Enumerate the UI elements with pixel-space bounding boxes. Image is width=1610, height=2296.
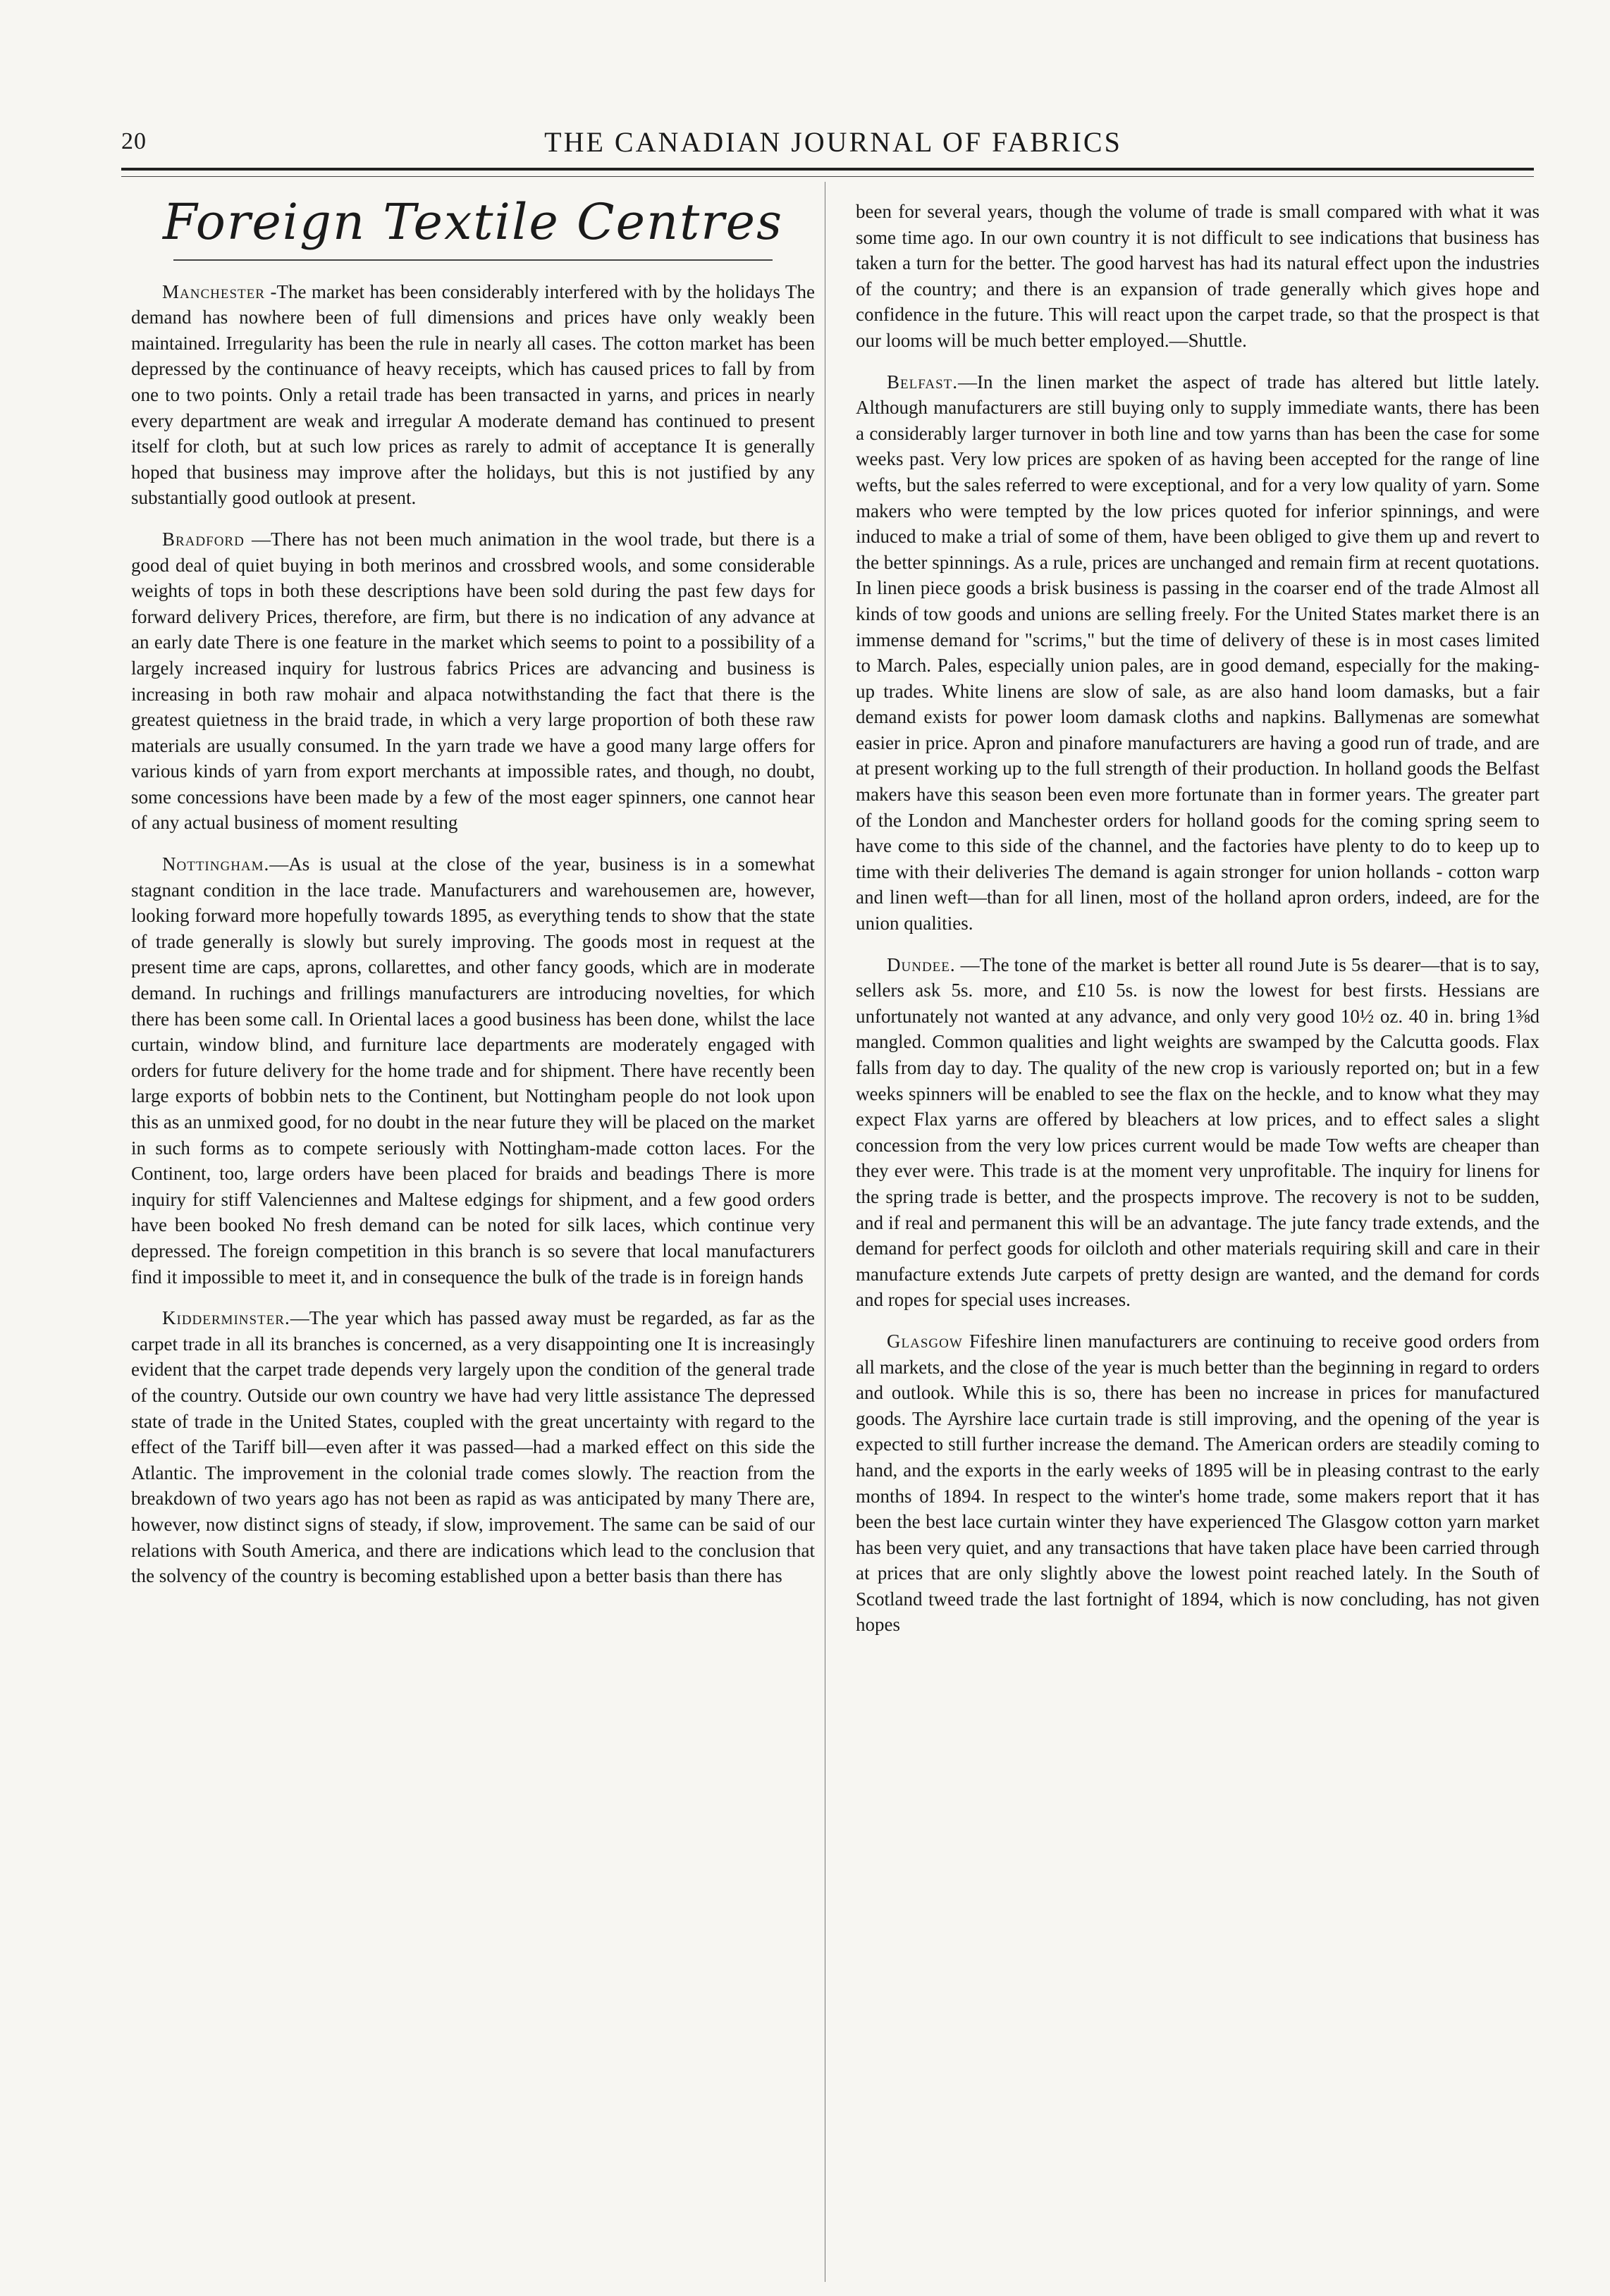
- page-number: 20: [121, 128, 147, 154]
- article-paragraph: [856, 199, 1540, 354]
- paragraph-text: —The year which has passed away must be regarded, as far as the carpet trade in all its branches is concerned, as a very disappointing one It is increasingly evident that the carpet trade depends very largely upon the condition of the general trade of the country. Outside our own country we have had very little assistance The depressed state of trade in the United States, coupled with the great uncertainty with regard to the effect of the Tariff bill—even after it was passed—had a marked effect on this side the Atlantic. The improvement in the colonial trade comes slowly. The reaction from the breakdown of two years ago has not been as rapid as was anticipated by many There are, however, now distinct signs of steady, if slow, improvement. The same can be said of our relations with South America, and there are indications which lead to the conclusion that the solvency of the country is becoming established upon a better basis than there has: [131, 1307, 815, 1587]
- paragraph-text: been for several years, though the volume of trade is small compared with what it was some time ago. In our own country it is not difficult to see indications that business has taken a turn for the better. The good harvest has had its natural effect upon the industries of the country; and there is an expansion of trade generally which gives hope and confidence in the future. This will react upon the carpet trade, so that the prospect is that our looms will be much better employed.—Shuttle.: [856, 201, 1540, 351]
- section-title: Foreign Textile Centres: [162, 193, 784, 251]
- header-rule: [121, 168, 1534, 171]
- article-paragraph: [131, 851, 815, 1290]
- article-paragraph: [131, 526, 815, 836]
- city-name: Glasgow: [887, 1330, 963, 1352]
- city-name: Manchester: [162, 280, 265, 302]
- journal-title: THE CANADIAN JOURNAL OF FABRICS: [544, 126, 1122, 158]
- article-paragraph: [856, 1328, 1540, 1638]
- city-name: Dundee.: [887, 953, 956, 975]
- paragraph-text: —As is usual at the close of the year, business is in a somewhat stagnant condition in the lace trade. Manufacturers and warehousemen are, however, looking forward more hopefully towards 1895, as everything tends to show that the state of trade generally is slowly but surely improving. The goods most in request at the present time are caps, aprons, collarettes, and other fancy goods, which are in moderate demand. In ruchings and frillings manufacturers are introducing novelties, for which there has been some call. In Oriental laces a good business has been done, whilst the lace curtain, window blind, and furniture lace departments are moderately engaged with orders for future delivery for the home trade and for shipment. There have recently been large exports of bobbin nets to the Continent, but Nottingham people do not look upon this as an unmixed good, for no doubt in the near future they will be placed on the market in such forms as to compete seriously with Nottingham-made cotton laces. For the Continent, too, large orders have been placed for braids and beadings There is more inquiry for stiff Valenciennes and Maltese edgings for shipment, and a few good orders have been booked No fresh demand can be noted for silk laces, which continue very depressed. The foreign competition in this branch is so severe that local manufacturers find it impossible to meet it, and in consequence the bulk of the trade is in foreign hands: [131, 853, 815, 1288]
- header-rule-thin: [121, 176, 1534, 177]
- paragraph-text: —In the linen market the aspect of trade has altered but little lately. Although manufacturers are still buying only to supply immediate wants, there has been a considerably larger turnover in both line and tow yarns than has been the case for some weeks past. Very low prices are spoken of as having been accepted for the range of line wefts, but the sales referred to were exceptional, and for a very low quality of yarn. Some makers who were tempted by the low prices quoted for inferior spinnings, and were induced to make a trial of some of them, have been obliged to give them up and revert to the better spinnings. As a rule, prices are unchanged and remain firm at recent quotations. In linen piece goods a brisk business is passing in the coarser end of the trade Almost all kinds of tow goods and unions are selling freely. For the United States market there is an immense demand for "scrims," but the time of delivery of these is in most cases limited to March. Pales, especially union pales, are in good demand, especially for the making-up trades. White linens are slow of sale, as are also hand loom damasks, but a fair demand exists for power loom damask cloths and napkins. Ballymenas are somewhat easier in price. Apron and pinafore manufacturers are having a good run of trade, and are at present working up to the full strength of their production. In holland goods the Belfast makers have this season been even more fortunate than in former years. The greater part of the London and Manchester orders for holland goods for the coming spring seem to have come to this side of the channel, and the factories have plenty to do to keep up to time with their deliveries The demand is again stronger for union hollands - cotton warp and linen weft—than for all linen, most of the holland apron orders, indeed, are for the union qualities.: [856, 371, 1540, 934]
- right-column: [856, 199, 1540, 1653]
- city-name: Bradford: [162, 528, 245, 550]
- city-name: Nottingham.: [162, 853, 270, 875]
- city-name: Kidderminster.: [162, 1307, 290, 1329]
- article-paragraph: [131, 1305, 815, 1589]
- paragraph-text: —There has not been much animation in the wool trade, but there is a good deal of quiet buying in both merinos and crossbred wools, and some considerable weights of tops in both these descriptions have been sold during the past few days for forward delivery Prices, therefore, are firm, but there is no indication of any advance at an early date There is one feature in the market which seems to point to a possibility of a largely increased inquiry for lustrous fabrics Prices are advancing and business is increasing in both raw mohair and alpaca notwithstanding the fact that there is the greatest quietness in the braid trade, in which a very large proportion of both these raw materials are usually consumed. In the yarn trade we have a good many large offers for various kinds of yarn from export merchants at impossible rates, and though, no doubt, some concessions have been made by a few of the most eager spinners, one cannot hear of any actual business of moment resulting: [131, 528, 815, 834]
- paragraph-text: —The tone of the market is better all round Jute is 5s dearer—that is to say, sellers ask 5s. more, and £10 5s. is now the lowest for best firsts. Hessians are unfortunately not wanted at any advance, and only very good 10½ oz. 40 in. bring 1⅜d mangled. Common qualities and light weights are swamped by the Calcutta goods. Flax falls from day to day. The quality of the new crop is variously reported on; but in a few weeks spinners will be enabled to see the flax on the heckle, and to know what they may expect Flax yarns are offered by bleachers at low prices, and to effect sales a slight concession from the very low prices current would be made Tow wefts are cheaper than they ever were. This trade is at the moment very unprofitable. The inquiry for linens for the spring trade is better, and the prospects improve. The recovery is not to be sudden, and if real and permanent this will be an advantage. The jute fancy trade extends, and the demand for perfect goods for oilcloth and other materials requiring skill and care in their manufacture extends Jute carpets of pretty design are wanted, and the demand for cords and ropes for special uses increases.: [856, 953, 1540, 1311]
- paragraph-text: -The market has been considerably interfered with by the holidays The demand has nowhere been of full dimensions and prices have only weakly been maintained. Irregularity has been the rule in nearly all cases. The cotton market has been depressed by the continuance of heavy receipts, which has caused prices to fall by from one to two points. Only a retail trade has been transacted in yarns, and prices in nearly every department are weak and irregular A moderate demand has continued to present itself for cloth, but at such low prices as rarely to admit of acceptance It is generally hoped that business may improve after the holidays, but this is not justified by any substantially good outlook at present.: [131, 280, 815, 509]
- article-paragraph: [131, 279, 815, 511]
- article-paragraph: [856, 952, 1540, 1313]
- city-name: Belfast.: [887, 371, 959, 393]
- paragraph-text: Fifeshire linen manufacturers are continuing to receive good orders from all markets, and the close of the year is much better than the beginning in regard to orders and outlook. While this is so, there has been no increase in prices for manufactured goods. The Ayrshire lace curtain trade is still improving, and the opening of the year is expected to still further increase the demand. The American orders are steadily coming to hand, and the exports in the early weeks of 1895 will be in pleasing contrast to the early months of 1894. In respect to the winter's home trade, some makers report that it has been the best lace curtain winter they have experienced The Glasgow cotton yarn market has been very quiet, and any transactions that have taken place have been carried through at prices that are only slightly above the lowest point reached lately. In the South of Scotland tweed trade the last fortnight of 1894, which is now concluding, has not given hopes: [856, 1330, 1540, 1636]
- title-rule: [173, 259, 773, 261]
- article-paragraph: [856, 369, 1540, 937]
- left-column: [131, 180, 815, 1605]
